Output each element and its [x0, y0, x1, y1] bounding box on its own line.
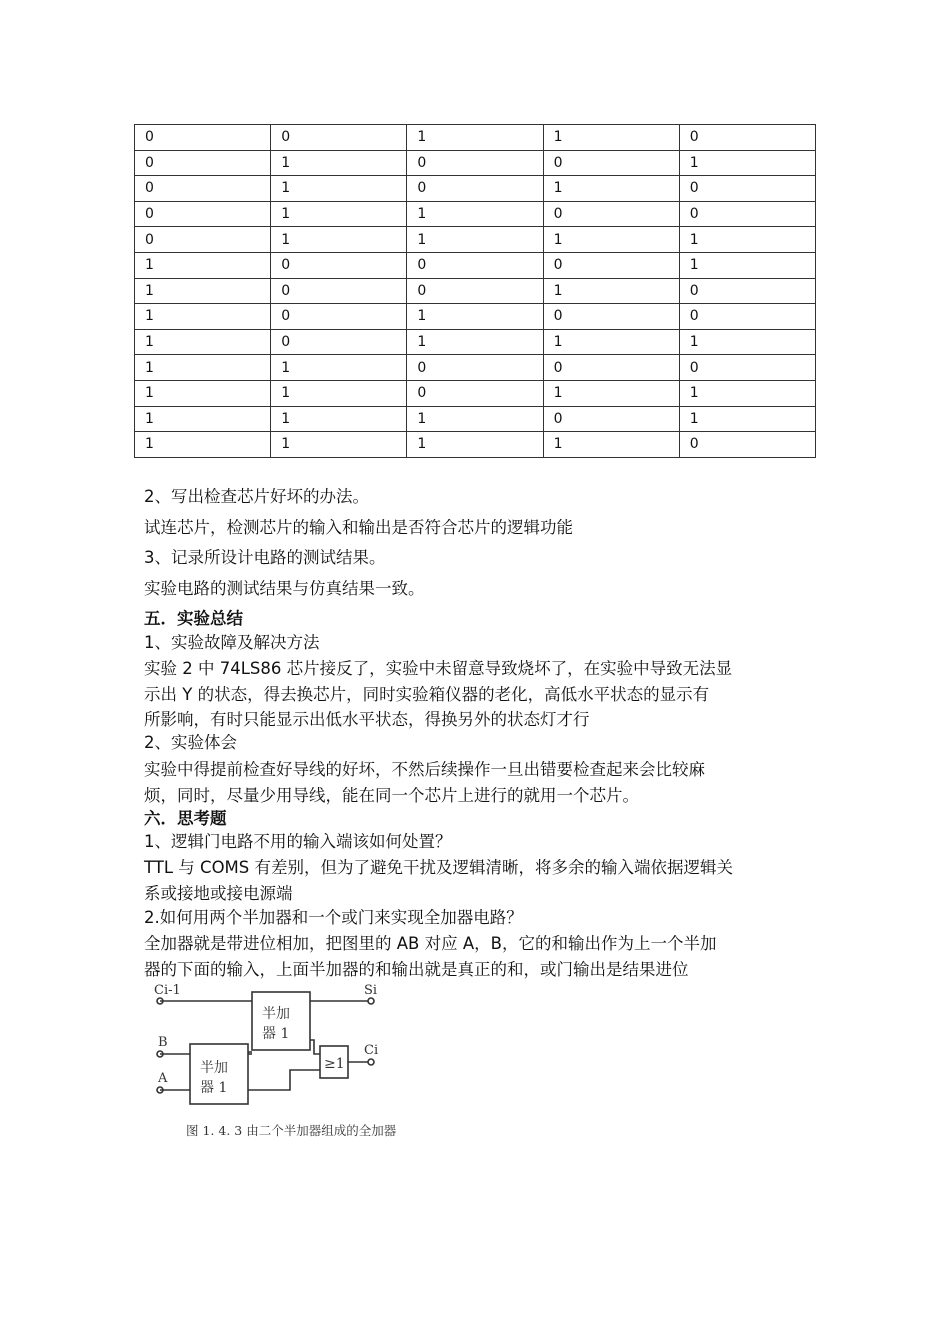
table-row [135, 227, 816, 253]
table-cell: 0 [135, 150, 271, 176]
table-row [135, 406, 816, 432]
table-cell: 0 [135, 201, 271, 227]
section-heading-5: 五．实验总结 [144, 609, 243, 628]
or-gate-label: ≥1 [324, 1056, 345, 1072]
table-cell: 0 [271, 329, 407, 355]
think-question-1: 1、逻辑门电路不用的输入端该如何处置？ [144, 832, 452, 851]
table-cell: 1 [407, 329, 543, 355]
label-ci-1: Ci-1 [154, 983, 181, 998]
think-answer-1-line-2: 系或接地或接电源端 [144, 884, 293, 903]
answer-3: 实验电路的测试结果与仿真结果一致。 [144, 579, 425, 598]
table-cell: 1 [271, 150, 407, 176]
table-cell: 1 [679, 406, 815, 432]
table-cell: 1 [135, 304, 271, 330]
table-cell: 0 [271, 252, 407, 278]
table-row [135, 304, 816, 330]
table-cell: 0 [407, 380, 543, 406]
table-cell: 1 [407, 227, 543, 253]
table-cell: 0 [543, 252, 679, 278]
label-ci: Ci [364, 1043, 379, 1058]
table-cell: 1 [679, 150, 815, 176]
table-cell: 1 [271, 201, 407, 227]
table-row [135, 201, 816, 227]
table-cell: 1 [679, 227, 815, 253]
truth-table [134, 124, 816, 458]
table-cell: 1 [135, 432, 271, 458]
table-row [135, 329, 816, 355]
table-cell: 1 [271, 432, 407, 458]
label-a: A [158, 1071, 168, 1086]
table-cell: 0 [407, 176, 543, 202]
table-cell: 1 [135, 252, 271, 278]
half-adder-top-label-2: 器 1 [262, 1026, 290, 1042]
table-cell: 1 [543, 432, 679, 458]
table-cell: 1 [543, 125, 679, 151]
table-cell: 1 [271, 406, 407, 432]
table-cell: 1 [407, 432, 543, 458]
table-row [135, 432, 816, 458]
table-cell: 1 [679, 252, 815, 278]
section-heading-6: 六．思考题 [144, 809, 227, 828]
table-cell: 0 [543, 304, 679, 330]
table-row [135, 278, 816, 304]
table-cell: 0 [271, 125, 407, 151]
think-answer-2-line-1: 全加器就是带进位相加，把图里的 AB 对应 A，B，它的和输出作为上一个半加 [144, 934, 717, 953]
table-cell: 1 [271, 380, 407, 406]
table-cell: 0 [543, 355, 679, 381]
table-cell: 1 [135, 406, 271, 432]
table-cell: 0 [679, 278, 815, 304]
figure-caption: 图 1. 4. 3 由二个半加器组成的全加器 [186, 1123, 397, 1138]
subheading-faults: 1、实验故障及解决方法 [144, 633, 320, 652]
table-cell: 0 [679, 176, 815, 202]
table-cell: 0 [679, 304, 815, 330]
table-row [135, 380, 816, 406]
think-question-2: 2.如何用两个半加器和一个或门来实现全加器电路？ [144, 908, 523, 927]
answer-2: 试连芯片，检测芯片的输入和输出是否符合芯片的逻辑功能 [144, 518, 573, 537]
table-cell: 0 [407, 278, 543, 304]
table-cell: 1 [271, 355, 407, 381]
table-cell: 0 [135, 227, 271, 253]
table-row [135, 176, 816, 202]
table-cell: 1 [271, 227, 407, 253]
table-cell: 1 [407, 406, 543, 432]
table-cell: 1 [543, 278, 679, 304]
full-adder-diagram [150, 982, 440, 1142]
table-cell: 0 [407, 252, 543, 278]
subheading-experience: 2、实验体会 [144, 733, 237, 752]
table-cell: 0 [135, 176, 271, 202]
think-answer-2-line-2: 器的下面的输入，上面半加器的和输出就是真正的和，或门输出是结果进位 [144, 960, 689, 979]
table-cell: 0 [679, 355, 815, 381]
paragraph-experience-line-1: 实验中得提前检查好导线的好坏，不然后续操作一旦出错要检查起来会比较麻 [144, 760, 705, 779]
table-cell: 1 [135, 278, 271, 304]
table-cell: 1 [135, 380, 271, 406]
paragraph-faults-line-3: 所影响，有时只能显示出低水平状态，得换另外的状态灯才行 [144, 710, 590, 729]
truth-table-body [135, 125, 816, 458]
paragraph-experience-line-2: 烦，同时，尽量少用导线，能在同一个芯片上进行的就用一个芯片。 [144, 786, 639, 805]
table-cell: 1 [543, 380, 679, 406]
table-row [135, 252, 816, 278]
table-cell: 0 [407, 150, 543, 176]
table-cell: 1 [543, 329, 679, 355]
table-cell: 1 [271, 176, 407, 202]
table-cell: 0 [679, 432, 815, 458]
label-b: B [158, 1035, 168, 1050]
table-cell: 1 [679, 380, 815, 406]
paragraph-faults-line-2: 示出 Y 的状态，得去换芯片，同时实验箱仪器的老化，高低水平状态的显示有 [144, 685, 710, 704]
table-cell: 0 [679, 201, 815, 227]
table-cell: 0 [543, 201, 679, 227]
table-cell: 1 [543, 227, 679, 253]
table-cell: 1 [407, 304, 543, 330]
half-adder-bottom-label-1: 半加 [200, 1060, 228, 1076]
table-row [135, 125, 816, 151]
table-cell: 0 [271, 278, 407, 304]
question-3: 3、记录所设计电路的测试结果。 [144, 548, 386, 567]
table-cell: 1 [135, 355, 271, 381]
label-si: Si [364, 983, 378, 998]
table-cell: 0 [271, 304, 407, 330]
table-row [135, 150, 816, 176]
table-cell: 0 [135, 125, 271, 151]
table-cell: 1 [543, 176, 679, 202]
paragraph-faults-line-1: 实验 2 中 74LS86 芯片接反了，实验中未留意导致烧坏了，在实验中导致无法显 [144, 659, 733, 678]
table-cell: 0 [543, 406, 679, 432]
table-cell: 1 [679, 329, 815, 355]
table-row [135, 355, 816, 381]
table-cell: 0 [543, 150, 679, 176]
half-adder-top-label-1: 半加 [262, 1006, 290, 1022]
question-2: 2、写出检查芯片好坏的办法。 [144, 487, 369, 506]
table-cell: 1 [407, 125, 543, 151]
half-adder-bottom-label-2: 器 1 [200, 1080, 228, 1096]
table-cell: 1 [407, 201, 543, 227]
table-cell: 0 [407, 355, 543, 381]
table-cell: 0 [679, 125, 815, 151]
think-answer-1-line-1: TTL 与 COMS 有差别，但为了避免干扰及逻辑清晰，将多余的输入端依据逻辑关 [144, 858, 734, 877]
table-cell: 1 [135, 329, 271, 355]
